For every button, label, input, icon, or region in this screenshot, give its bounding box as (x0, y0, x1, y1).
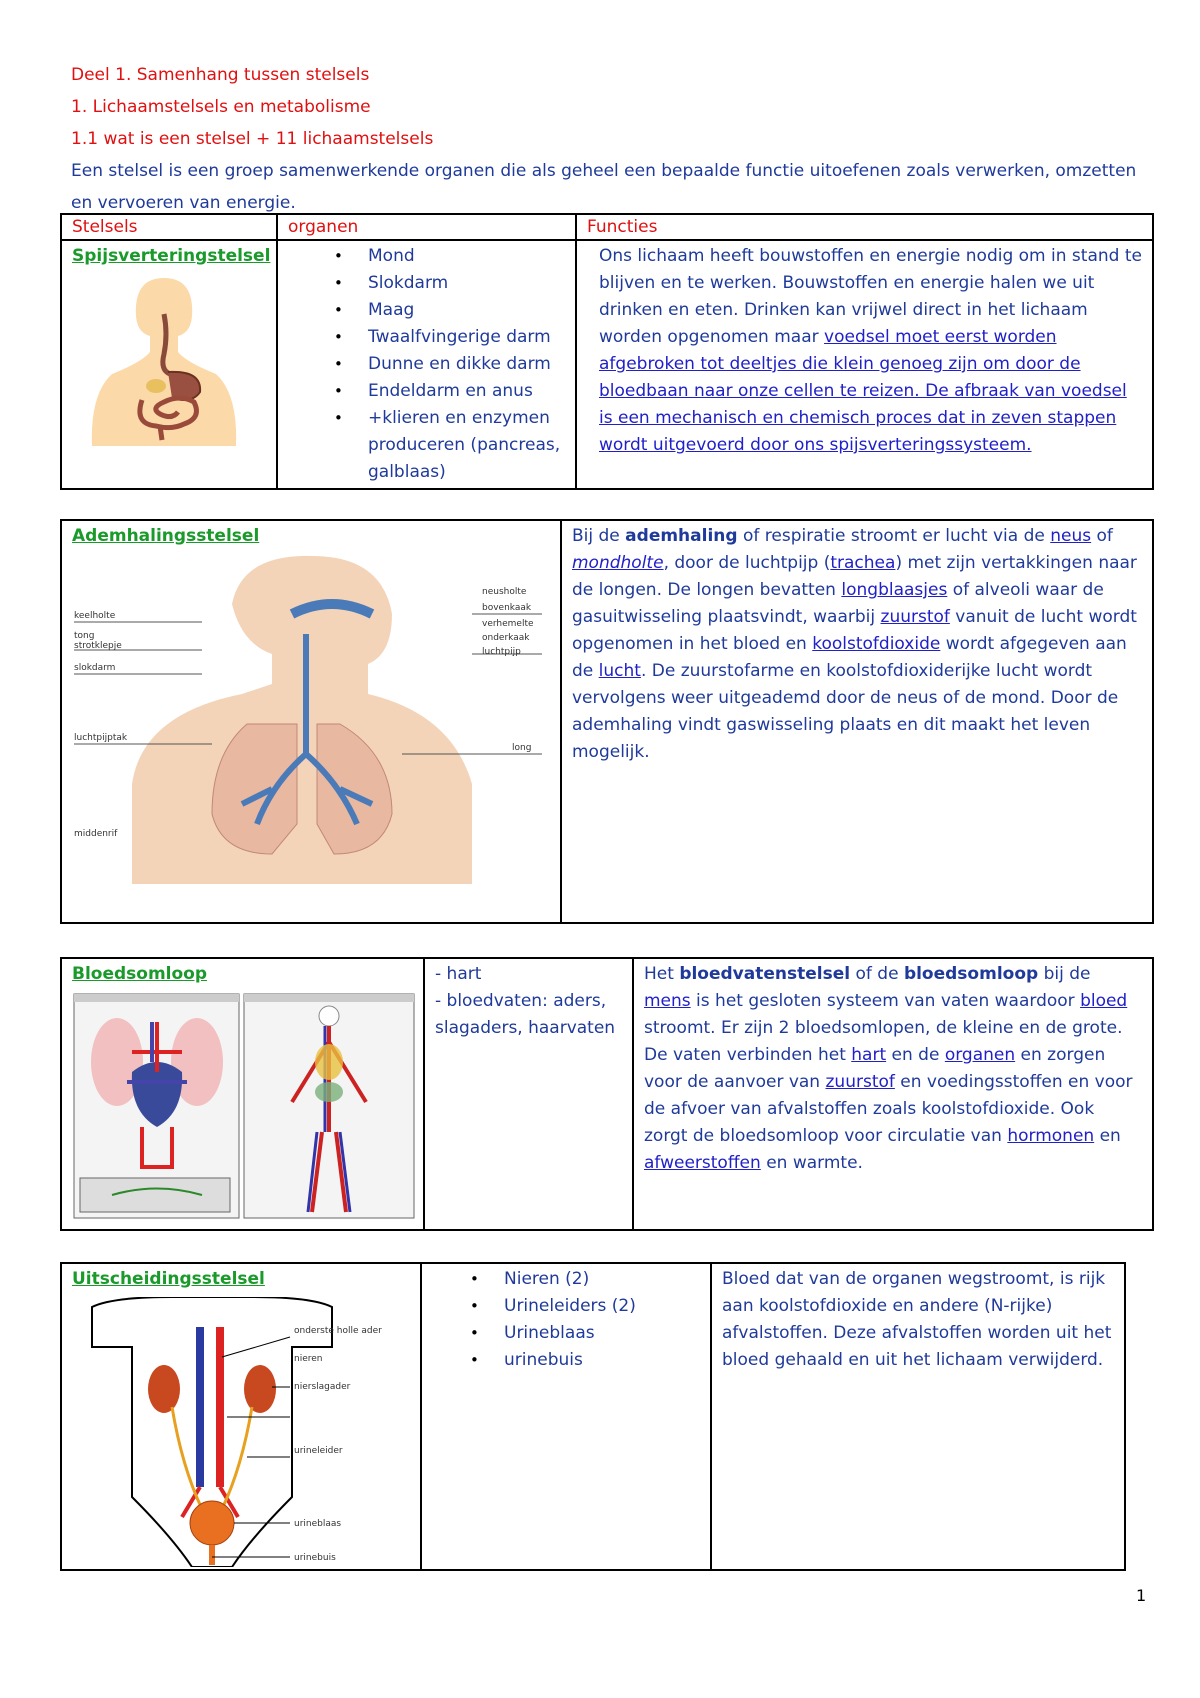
label-nieren: nieren (294, 1354, 323, 1364)
header-organen: organen (277, 214, 576, 240)
function-text: Bloed dat van de organen wegstroomt, is rijk aan koolstofdioxide en andere (N-rijke) afvalstoffen. Deze afvalstoffen worden uit het bloed gehaald en uit het lichaam verwijderd. (722, 1269, 1112, 1370)
table-row (61, 958, 1153, 1230)
label-urineleider: urineleider (294, 1446, 343, 1456)
label-strotklepje: strotklepje (74, 641, 122, 651)
system-name: Bloedsomloop (72, 964, 208, 984)
list-item: • Dunne en dikke darm (368, 351, 565, 378)
bloedsomloop-table (60, 957, 1154, 1231)
organs-line: - hart (435, 964, 482, 984)
link-hart[interactable]: hart (851, 1045, 887, 1065)
link-zuurstof[interactable]: zuurstof (825, 1072, 895, 1092)
table-row (61, 240, 1153, 489)
function-link[interactable]: voedsel moet eerst worden afgebroken tot deeltjes die klein genoeg zijn om door de bloedbaan naar onze cellen te reizen. De afbraak van voedsel is een mechanisch en chemisch proces dat in zeven stappen wordt uitgevoerd door ons spijsverteringssysteem. (599, 327, 1127, 455)
link-longblaasjes[interactable]: longblaasjes (841, 580, 948, 600)
list-item: • Maag (368, 297, 565, 324)
label-nierslagader: nierslagader (294, 1382, 351, 1392)
organs-line: - bloedvaten: aders, slagaders, haarvaten (435, 991, 616, 1038)
label-urinebuis: urinebuis (294, 1553, 336, 1563)
circulation-image (72, 992, 417, 1220)
label-keelholte: keelholte (74, 611, 116, 621)
link-trachea[interactable]: trachea (830, 553, 896, 573)
list-item: • Urineleiders (2) (504, 1293, 700, 1320)
label-long: long (512, 743, 532, 753)
link-organen[interactable]: organen (944, 1045, 1016, 1065)
uitscheiding-table (60, 1262, 1126, 1571)
function-text: Het bloedvatenstelsel of de bloedsomloop bij de mens is het gesloten systeem van vaten waardoor bloed stroomt. Er zijn 2 bloedsomlopen, de kleine en de grote. De vaten verbinden het hart en de organen en zorgen voor de aanvoer van zuurstof en voedingsstoffen en voor de afvoer van afvalstoffen zoals koolstofdioxide. Ook zorgt de bloedsomloop voor circulatie van hormonen en afweerstoffen en warmte. (644, 964, 1133, 1173)
header-stelsels: Stelsels (61, 214, 277, 240)
list-item: • urinebuis (504, 1347, 700, 1374)
label-verhemelte: verhemelte (482, 619, 534, 629)
table-row (61, 520, 1153, 923)
list-item: • +klieren en enzymen produceren (pancreas, galblaas) (368, 405, 565, 486)
heading-chapter: 1. Lichaamstelsels en metabolisme (71, 97, 371, 117)
organs-list (432, 1266, 700, 1374)
label-luchtpijp: luchtpijp (482, 647, 521, 657)
list-item: • Nieren (2) (504, 1266, 700, 1293)
header-functies: Functies (576, 214, 1153, 240)
function-text: Ons lichaam heeft bouwstoffen en energie nodig om in stand te blijven en te werken. Bouwstoffen en energie halen we uit drinken en eten. Drinken kan vrijwel direct in het lichaam worden opgenomen maar voedsel moet eerst worden afgebroken tot deeltjes die klein genoeg zijn om door de bloedbaan naar onze cellen te reizen. De afbraak van voedsel is een mechanisch en chemisch proces dat in zeven stappen wordt uitgevoerd door ons spijsverteringssysteem. (599, 246, 1142, 455)
system-name: Uitscheidingsstelsel (72, 1269, 265, 1289)
organs-list (288, 243, 565, 486)
label-luchtpijptak: luchtpijptak (74, 733, 128, 743)
heading-deel: Deel 1. Samenhang tussen stelsels (71, 65, 370, 85)
link-afweerstoffen[interactable]: afweerstoffen (644, 1153, 761, 1173)
label-onderkaak: onderkaak (482, 633, 530, 643)
list-item: • Mond (368, 243, 565, 270)
link-neus[interactable]: neus (1050, 526, 1092, 546)
list-item: • Twaalfvingerige darm (368, 324, 565, 351)
list-item: • Slokdarm (368, 270, 565, 297)
ademhaling-table (60, 519, 1154, 924)
system-name: Ademhalingsstelsel (72, 526, 260, 546)
system-name: Spijsverteringstelsel (72, 246, 271, 266)
heading-section: 1.1 wat is een stelsel + 11 lichaamstelsels (71, 129, 434, 149)
label-tong: tong (74, 631, 95, 641)
label-slokdarm: slokdarm (74, 663, 116, 673)
link-koolstofdioxide[interactable]: koolstofdioxide (812, 634, 941, 654)
respiratory-system-image (72, 554, 552, 884)
link-lucht[interactable]: lucht (598, 661, 641, 681)
link-bloed[interactable]: bloed (1080, 991, 1128, 1011)
label-neusholte: neusholte (482, 587, 527, 597)
table-row (61, 1263, 1125, 1570)
page-number: 1 (1136, 1586, 1147, 1605)
function-text: Bij de ademhaling of respiratie stroomt er lucht via de neus of mondholte, door de luchtpijp (trachea) met zijn vertakkingen naar de longen. De longen bevatten longblaasjes of alveoli waar de gasuitwisseling plaatsvindt, waarbij zuurstof vanuit de lucht wordt opgenomen in het bloed en koolstofdioxide wordt afgegeven aan de lucht. De zuurstofarme en koolstofdioxiderijke lucht wordt vervolgens weer uitgeademd door de neus of de mond. Door de ademhaling vindt gaswisseling plaats en dit maakt het leven mogelijk. (572, 526, 1137, 762)
link-hormonen[interactable]: hormonen (1007, 1126, 1095, 1146)
list-item: • Urineblaas (504, 1320, 700, 1347)
table-header-row (61, 214, 1153, 240)
digestive-system-image (72, 274, 252, 446)
headings (71, 59, 1151, 155)
link-zuurstof[interactable]: zuurstof (880, 607, 950, 627)
label-bovenkaak: bovenkaak (482, 603, 532, 613)
urinary-system-image (72, 1297, 412, 1567)
label-urineblaas: urineblaas (294, 1519, 342, 1529)
link-mens[interactable]: mens (644, 991, 691, 1011)
label-onderste-holle-ader: onderste holle ader (294, 1326, 382, 1336)
label-middenrif: middenrif (74, 829, 118, 839)
link-mondholte[interactable]: mondholte (572, 553, 664, 573)
intro-paragraph: Een stelsel is een groep samenwerkende organen die als geheel een bepaalde functie uitoefenen zoals verwerken, omzetten en vervoeren van energie. (71, 161, 1137, 213)
list-item: • Endeldarm en anus (368, 378, 565, 405)
spijsvertering-table (60, 213, 1154, 490)
